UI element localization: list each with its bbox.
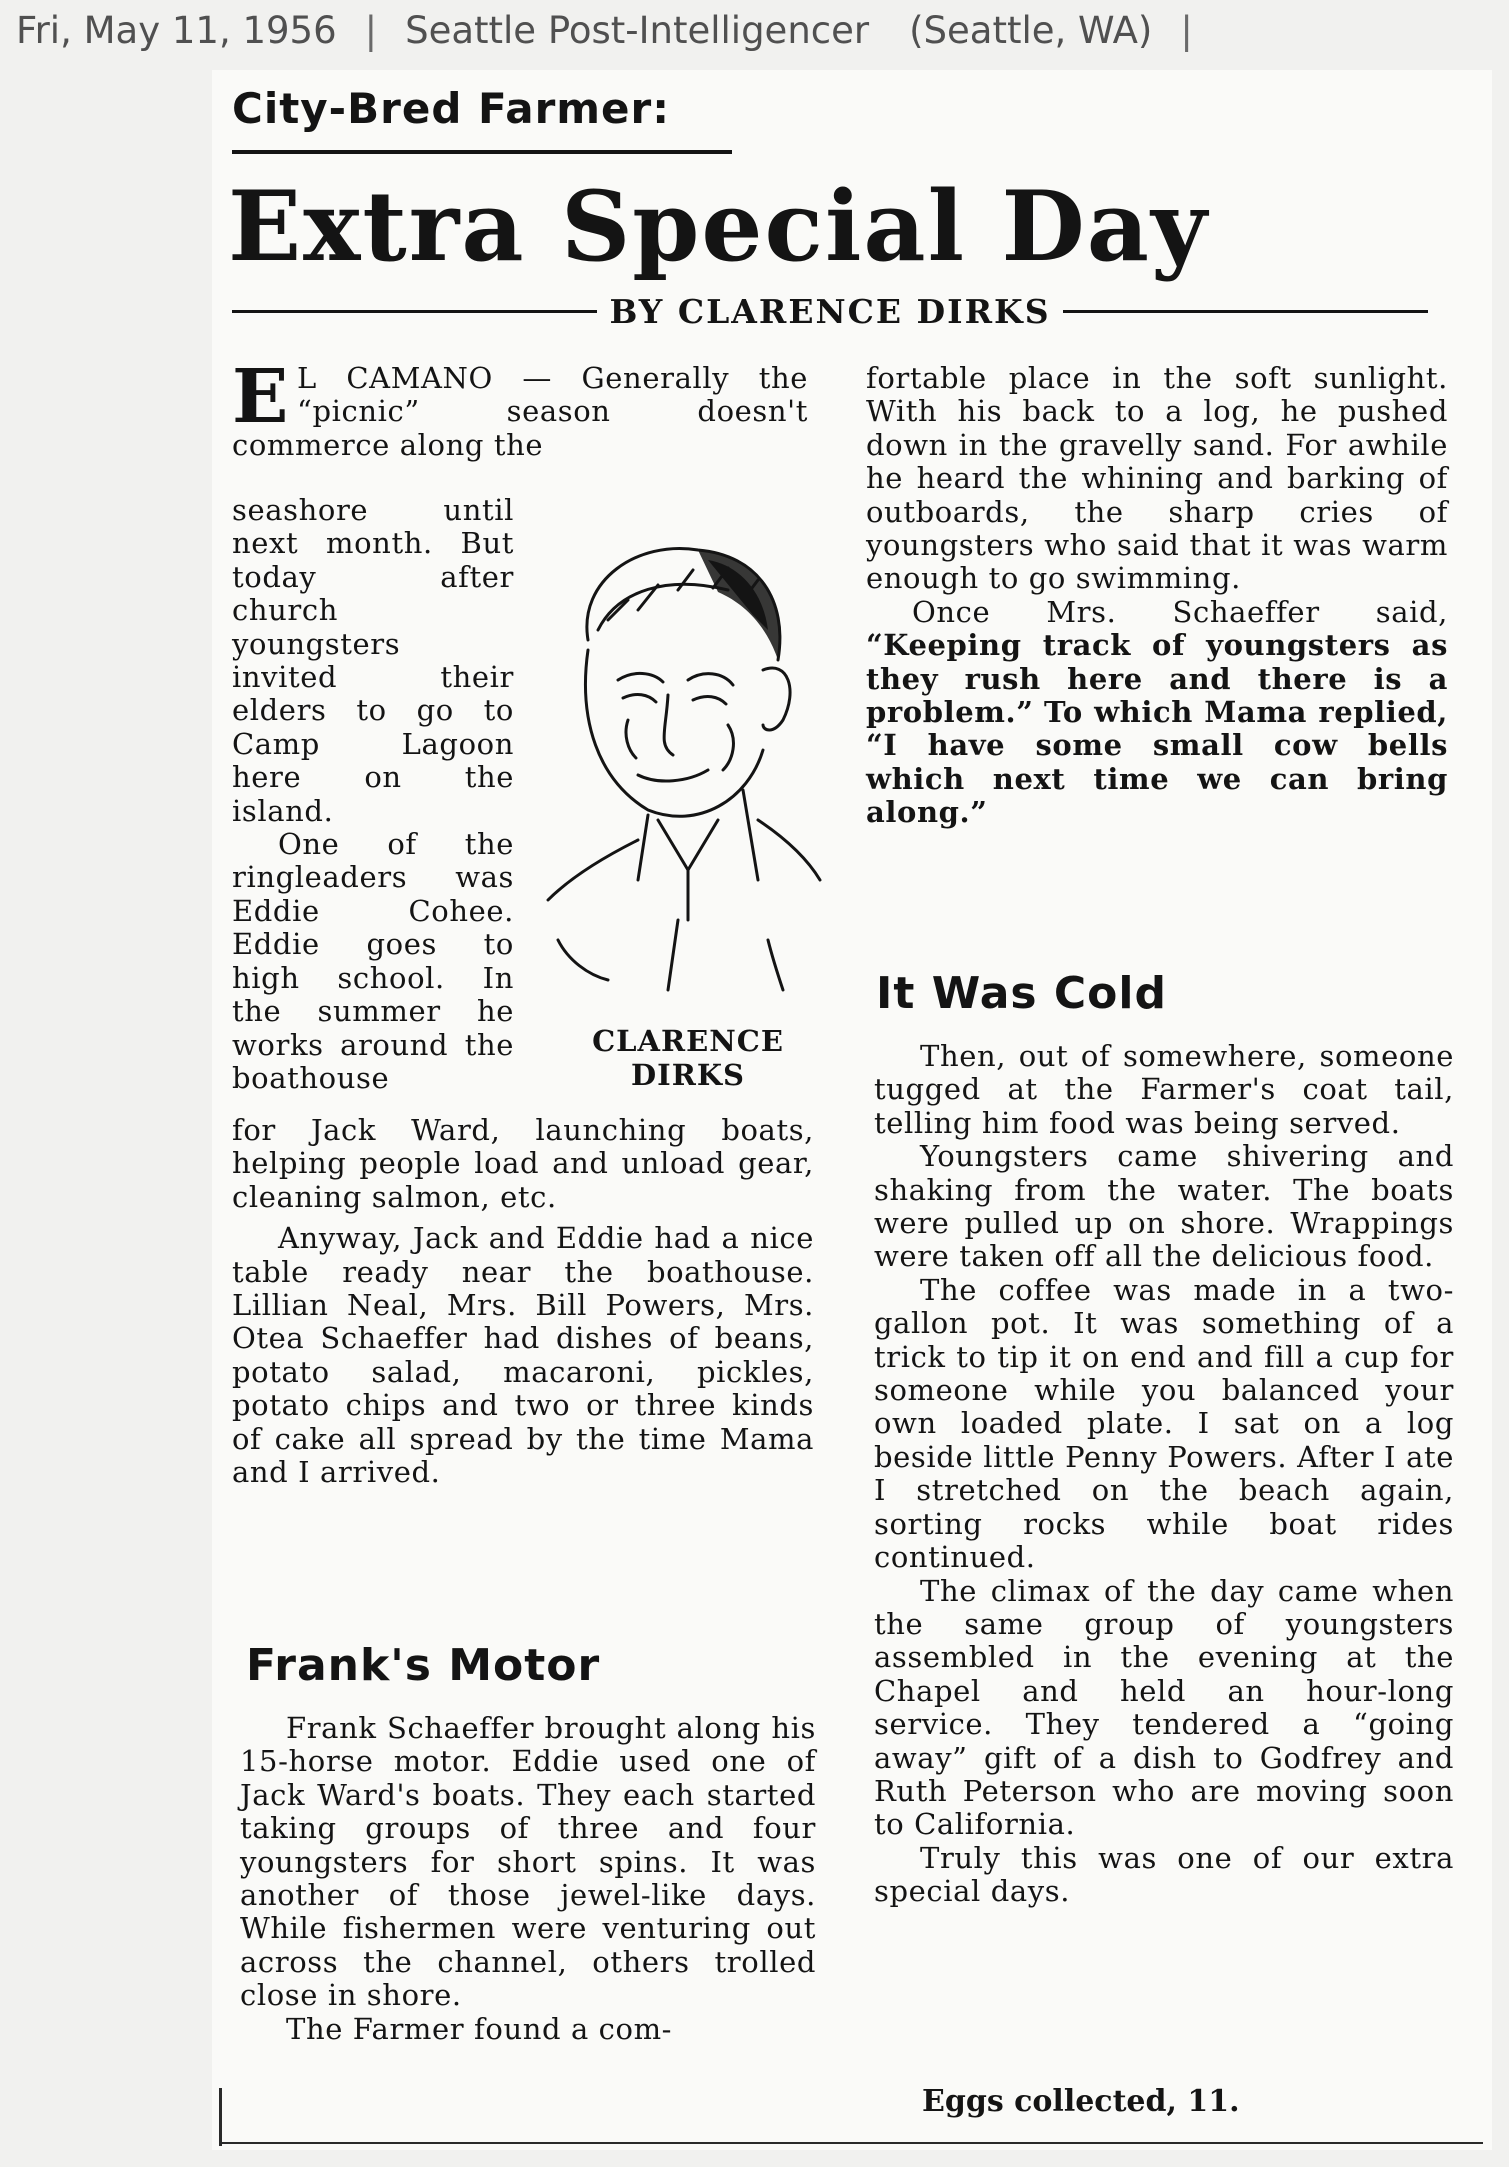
paragraph: The climax of the day came when the same group of youngsters assembled in the evening at the Chapel and held an hour-long service. They tendered a “going away” gift of a dish to Godfrey and Ruth Peterson who are moving soon to California. [874,1573,1454,1842]
paragraph: seashore until next month. But today after church youngsters invited their elders to go to Camp Lagoon here on the island. [232,493,514,828]
col1-opening [232,354,808,462]
quote-intro: Once Mrs. Schaeffer said, [912,594,1448,629]
byline: BY CLARENCE DIRKS [609,291,1051,331]
article-kicker: City-Bred Farmer: [232,84,671,133]
byline-rule-right [1063,310,1428,313]
drop-cap: E [232,354,290,440]
paragraph: Truly this was one of our extra special days. [874,1840,1454,1909]
header-separator: | [364,9,378,52]
opening-text: L CAMANO — Generally the “picnic” season doesn't commerce along the [232,361,808,462]
kicker-underline [232,150,732,154]
clipping-header [0,0,1509,62]
sketch-caption [558,1024,818,1092]
paragraph: The Farmer found a com- [286,2011,673,2046]
article-headline: Extra Special Day [228,170,1209,283]
caption-line-2: DIRKS [631,1058,745,1092]
paragraph: Then, out of somewhere, someone tugged at the Farmer's coat tail, telling him food was being served. [874,1039,1454,1140]
subhead-it-was-cold: It Was Cold [876,968,1167,1019]
quote-1: “Keeping track of youngsters as they rush here and there is a problem.” [866,628,1448,730]
subhead-franks-motor: Frank's Motor [246,1640,601,1691]
publication-name: Seattle Post-Intelligencer [405,9,870,52]
bottom-rule [219,2142,1483,2144]
header-separator-end: | [1180,9,1193,52]
column-rule [219,2088,222,2146]
col2-top [866,362,1448,830]
paragraph: for Jack Ward, launching boats, helping people load and unload gear, cleaning salmon, etc. [232,1113,814,1214]
paragraph: Youngsters came shivering and shaking from the water. The boats were pulled up on shore. Wrappings were taken off all the delicious food. [874,1139,1454,1274]
eggs-collected-note: Eggs collected, 11. [922,2084,1240,2119]
paragraph: Anyway, Jack and Eddie had a nice table ready near the boathouse. Lillian Neal, Mrs. Bill Powers, Mrs. Otea Schaeffer had dishes of beans, potato salad, macaroni, pickles, potato chips and two or three kinds of cake all spread by the time Mama and I arrived. [232,1221,814,1490]
col2-bottom [874,1040,1454,1909]
caption-line-1: CLARENCE [592,1024,784,1058]
publication-location: (Seattle, WA) [909,9,1153,52]
paragraph: One of the ringleaders was Eddie Cohee. Eddie goes to high school. In the summer he works around the boathouse [232,827,514,1095]
col1-continuation [232,1114,814,1489]
quote-2: “I have some small cow bells which next time we can bring along.” [866,728,1448,830]
col1-franks-motor [240,1712,816,2046]
byline-row [232,286,1428,336]
paragraph-quote [866,596,1448,830]
col1-narrow [232,494,514,1095]
paragraph: Frank Schaeffer brought along his 15-horse motor. Eddie used one of Jack Ward's boats. They each started taking groups of three and four youngsters for short spins. It was another of those jewel-like days. While fishermen were venturing out across the channel, others trolled close in shore. [240,1711,816,2013]
publication-date: Fri, May 11, 1956 [16,9,337,52]
quote-mid: To which Mama replied, [1043,695,1448,730]
author-sketch-illustration [528,520,828,1000]
paragraph: fortable place in the soft sunlight. With his back to a log, he pushed down in the gravelly sand. For awhile he heard the whining and barking of outboards, the sharp cries of youngsters who said that it was warm enough to go swimming. [866,361,1448,596]
paragraph: The coffee was made in a two-gallon pot. It was something of a trick to tip it on end and fill a cup for someone while you balanced your own loaded plate. I sat on a log beside little Penny Powers. After I ate I stretched on the beach again, sorting rocks while boat rides continued. [874,1272,1454,1575]
byline-rule-left [232,310,597,313]
